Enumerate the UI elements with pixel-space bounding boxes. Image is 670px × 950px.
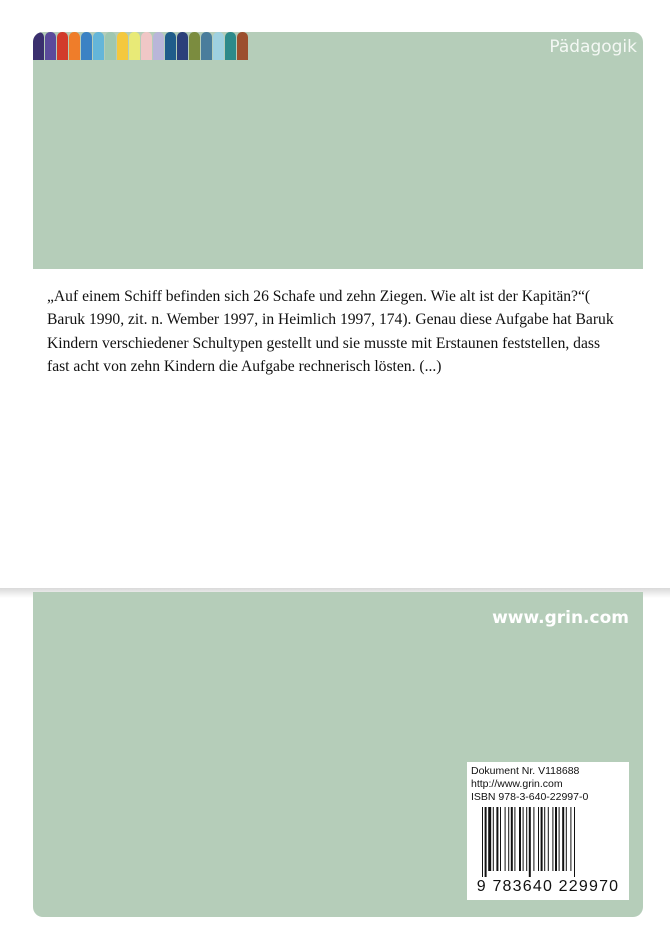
document-number: Dokument Nr. V118688 [471,765,580,777]
color-stripe [189,32,200,60]
color-stripe [153,32,164,60]
category-label: Pädagogik [549,37,637,57]
color-stripe [213,32,224,60]
color-stripes [33,32,249,60]
color-stripe [105,32,116,60]
color-stripe [225,32,236,60]
color-stripe [237,32,248,60]
description-text: „Auf einem Schiff befinden sich 26 Schafe und zehn Ziegen. Wie alt ist der Kapitän?“( Baruk 1990, zit. n. Wember 1997, in Heimlich 1997, 174). Genau diese Aufgabe hat Baruk Kindern verschiedener Schultypen gestellt und sie musste mit Erstaunen feststellen, dass fast acht von zehn Kindern die Aufgabe rechnerisch lösten. (...) [47,288,614,375]
color-stripe [45,32,56,60]
barcode-digits: 9 783640 229970 [476,878,620,895]
cover-bottom-panel [33,592,643,917]
barcode-icon [482,807,617,877]
color-stripe [201,32,212,60]
color-stripe [141,32,152,60]
color-stripe [165,32,176,60]
book-description [47,285,622,378]
color-stripe [81,32,92,60]
document-meta [471,765,588,804]
color-stripe [117,32,128,60]
color-stripe [33,32,44,60]
publisher-website: www.grin.com [492,608,629,628]
isbn-number: ISBN 978-3-640-22997-0 [471,791,589,803]
publisher-url: http://www.grin.com [471,778,563,790]
color-stripe [69,32,80,60]
color-stripe [93,32,104,60]
cover-top-panel [33,32,643,269]
color-stripe [177,32,188,60]
color-stripe [129,32,140,60]
color-stripe [57,32,68,60]
barcode-box [467,762,629,900]
